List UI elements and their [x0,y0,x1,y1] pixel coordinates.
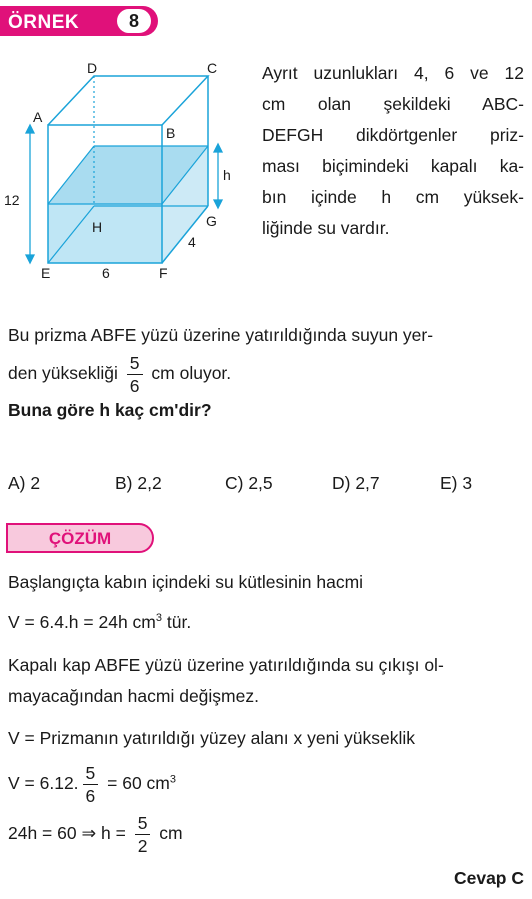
solution-line-2 [8,612,191,633]
fraction-denominator: 6 [129,376,140,396]
dim-depth-label: 4 [188,234,196,250]
vertex-c: C [207,60,218,76]
vertex-d: D [87,60,98,76]
fraction [135,812,151,857]
problem-line-2 [8,352,231,397]
vertex-a: A [33,109,43,125]
problem-line-2-pre: den yüksekliği [8,363,118,384]
solution-line-2-post: tür. [162,612,192,632]
fraction-denominator: 2 [137,836,148,856]
option-c[interactable]: C) 2,5 [225,473,273,493]
fraction-denominator: 6 [85,786,96,806]
intro-line: DEFGH dikdörtgenler priz- [262,125,524,145]
solution-line-1: Başlangıçta kabın içindeki su kütlesinin hacmi [8,572,364,592]
height-arrow-top [26,125,34,133]
fraction-numerator: 5 [135,812,151,835]
height-arrow-bottom [26,255,34,263]
solution-badge [6,523,154,553]
intro-line: ması biçimindeki kapalı ka- [262,156,524,176]
solution-line-5: V = Prizmanın yatırıldığı yüzey alanı x yeni yükseklik [8,728,416,748]
vertex-g: G [206,213,217,229]
question-text: Buna göre h kaç cm'dir? [8,400,212,420]
intro-line: Ayrıt uzunlukları 4, 6 ve 12 [262,63,524,83]
h-arrow-bottom [214,200,222,208]
solution-line-4: mayacağından hacmi değişmez. [8,686,259,706]
vertex-e: E [41,265,51,281]
intro-line: cm olan şekildeki ABC- [262,94,524,114]
solution-line-6-pre: V = 6.12. [8,773,79,794]
solution-line-7 [8,812,183,857]
option-e[interactable]: E) 3 [440,473,473,493]
intro-line: liğinde su vardır. [262,218,390,238]
fraction [83,762,99,807]
fraction [127,352,143,397]
dim-water-label: h [223,167,231,183]
prism-diagram [0,58,250,288]
vertex-b: B [166,125,176,141]
solution-line-7-post: cm [159,823,183,844]
example-badge-label: ÖRNEK [8,12,80,33]
vertex-f: F [159,265,168,281]
option-d[interactable]: D) 2,7 [332,473,380,493]
solution-line-2-pre: V = 6.4.h = 24h cm [8,612,156,632]
problem-line-1: Bu prizma ABFE yüzü üzerine yatırıldığında suyun yer- [8,325,434,345]
example-number: 8 [117,9,151,33]
solution-line-6 [8,762,176,807]
fraction-numerator: 5 [127,352,143,375]
solution-badge-label: ÇÖZÜM [48,529,112,548]
solution-line-6-post: = 60 cm [102,773,170,794]
water-front-face [48,204,162,263]
h-arrow-top [214,144,222,152]
solution-line-7-pre: 24h = 60 ⇒ h = [8,823,126,844]
example-badge [0,6,158,36]
vertex-h: H [92,219,103,235]
problem-line-2-post: cm oluyor. [151,363,232,384]
dim-height-label: 12 [4,192,20,208]
option-b[interactable]: B) 2,2 [115,473,162,493]
intro-line: bın içinde h cm yüksek- [262,187,524,207]
answer-label: Cevap C [453,868,524,888]
dim-width-label: 6 [102,265,110,281]
solution-line-6-sup: 3 [169,773,177,786]
top-face-edges [48,76,208,125]
fraction-numerator: 5 [83,762,99,785]
option-a[interactable]: A) 2 [8,473,41,493]
solution-line-3: Kapalı kap ABFE yüzü üzerine yatırıldığında su çıkışı ol- [8,655,444,675]
solution-line-2-sup: 3 [155,612,162,625]
problem-intro [262,58,524,244]
